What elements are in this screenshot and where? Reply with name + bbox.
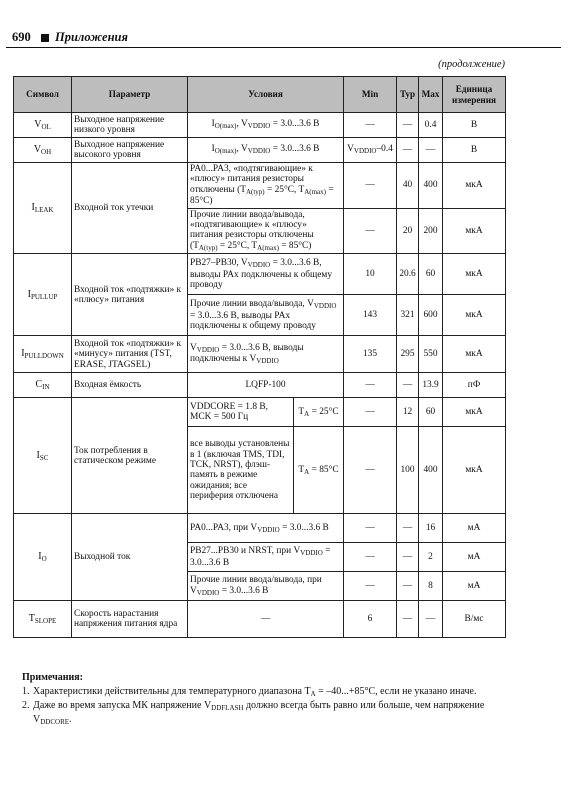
note-item	[22, 699, 512, 728]
typ-cell: —	[397, 572, 419, 601]
symbol-cell: $V_{OL}$	[14, 113, 72, 138]
max-cell: 8	[419, 572, 443, 601]
header-parameter: Параметр	[72, 77, 188, 113]
temperature-cell: $T_A = 85^\circ C$	[294, 427, 344, 514]
table-row	[14, 373, 506, 398]
min-cell: —	[344, 208, 397, 254]
unit-cell: мА	[443, 572, 506, 601]
square-bullet-icon	[41, 34, 49, 42]
typ-cell: —	[397, 138, 419, 163]
typ-cell: 100	[397, 427, 419, 514]
notes-section	[22, 671, 512, 728]
max-cell: 16	[419, 514, 443, 543]
table-row	[14, 163, 506, 209]
symbol-cell: $I_O$	[14, 514, 72, 601]
conditions-cell: LQFP-100	[188, 373, 344, 398]
spec-table	[13, 76, 506, 638]
table-row	[14, 138, 506, 163]
table-row	[14, 336, 506, 373]
min-cell: 143	[344, 295, 397, 336]
parameter-cell: Входная ёмкость	[72, 373, 188, 398]
min-cell: —	[344, 163, 397, 209]
unit-cell: мкА	[443, 295, 506, 336]
conditions-cell: Прочие линии ввода/вывода, «подтягивающие» к «плюсу» питания резисторы отключены ($T_{A(typ)} = 25^\circ C$, $T_{A(max)} = 85^\circ C$)	[188, 208, 344, 254]
table-row	[14, 601, 506, 638]
parameter-cell: Скорость нарастания напряжения питания ядра	[72, 601, 188, 638]
header-conditions: Условия	[188, 77, 344, 113]
header-max: Max	[419, 77, 443, 113]
max-cell: 13.9	[419, 373, 443, 398]
symbol-cell: $T_{SLOPE}$	[14, 601, 72, 638]
table-row	[14, 514, 506, 543]
parameter-cell: Выходное напряжение высокого уровня	[72, 138, 188, 163]
parameter-cell: Выходной ток	[72, 514, 188, 601]
table-row	[14, 254, 506, 295]
typ-cell: —	[397, 543, 419, 572]
min-cell: 10	[344, 254, 397, 295]
page-number: 690	[12, 30, 31, 44]
page-header	[6, 30, 561, 46]
max-cell: 2	[419, 543, 443, 572]
conditions-cell: PA0...PA3, «подтягивающие» к «плюсу» питания резисторы отключены ($T_{A(typ)} = 25^\circ C$, $T_{A(max)} = 85^\circ C$)	[188, 163, 344, 209]
unit-cell: мкА	[443, 208, 506, 254]
unit-cell: мА	[443, 514, 506, 543]
typ-cell: —	[397, 601, 419, 638]
conditions-cell: $I_{O(max)}$, $V_{VDDIO} = 3.0...3.6$ В	[188, 113, 344, 138]
header-unit: Единица измерения	[443, 77, 506, 113]
conditions-cell: PB27–PB30, $V_{VDDIO} = 3.0...3.6$ В, выводы PAx подключены к общему проводу	[188, 254, 344, 295]
typ-cell: 12	[397, 398, 419, 427]
conditions-cell: PB27...PB30 и NRST, при $V_{VDDIO} = 3.0...3.6$ В	[188, 543, 344, 572]
note-number: 1.	[22, 685, 30, 697]
min-cell: —	[344, 572, 397, 601]
max-cell: 60	[419, 254, 443, 295]
max-cell: 60	[419, 398, 443, 427]
min-cell: —	[344, 113, 397, 138]
symbol-cell: $I_{PULLDOWN}$	[14, 336, 72, 373]
note-text: Даже во время запуска МК напряжение $V_{DDFLASH}$ должно всегда быть равно или больше, чем напряжение $V_{DDCORE}$.	[33, 699, 485, 727]
unit-cell: В	[443, 138, 506, 163]
symbol-cell: $I_{SC}$	[14, 398, 72, 514]
min-cell: —	[344, 514, 397, 543]
max-cell: 600	[419, 295, 443, 336]
max-cell: —	[419, 138, 443, 163]
max-cell: 550	[419, 336, 443, 373]
max-cell: 400	[419, 163, 443, 209]
max-cell: 400	[419, 427, 443, 514]
continuation-label: (продолжение)	[438, 59, 505, 70]
unit-cell: мА	[443, 543, 506, 572]
conditions-cell: все выводы установлены в 1 (включая TMS, TDI, TCK, NRST), флэш-память в режиме ожидания; все периферия отключена	[188, 427, 294, 514]
note-number: 2.	[22, 699, 30, 711]
typ-cell: —	[397, 514, 419, 543]
typ-cell: 295	[397, 336, 419, 373]
unit-cell: мкА	[443, 336, 506, 373]
conditions-cell: VDDCORE = 1.8 В, MCK = 500 Гц	[188, 398, 294, 427]
unit-cell: В/мс	[443, 601, 506, 638]
parameter-cell: Выходное напряжение низкого уровня	[72, 113, 188, 138]
header-typ: Typ	[397, 77, 419, 113]
table-header-row	[14, 77, 506, 113]
note-item	[22, 685, 512, 699]
symbol-cell: $V_{OH}$	[14, 138, 72, 163]
notes-title: Примечания:	[22, 672, 84, 683]
min-cell: —	[344, 373, 397, 398]
section-title: Приложения	[55, 30, 128, 44]
unit-cell: мкА	[443, 427, 506, 514]
symbol-cell: $I_{PULLUP}$	[14, 254, 72, 336]
symbol-cell: $I_{LEAK}$	[14, 163, 72, 254]
conditions-cell: Прочие линии ввода/вывода, $V_{VDDIO} = 3.0...3.6$ В, выводы PAx подключены к общему проводу	[188, 295, 344, 336]
typ-cell: 40	[397, 163, 419, 209]
conditions-cell: Прочие линии ввода/вывода, при $V_{VDDIO} = 3.0...3.6$ В	[188, 572, 344, 601]
min-cell: 135	[344, 336, 397, 373]
header-symbol: Символ	[14, 77, 72, 113]
min-cell: —	[344, 543, 397, 572]
parameter-cell: Входной ток утечки	[72, 163, 188, 254]
conditions-cell: —	[188, 601, 344, 638]
unit-cell: мкА	[443, 398, 506, 427]
typ-cell: 321	[397, 295, 419, 336]
max-cell: 200	[419, 208, 443, 254]
min-cell: —	[344, 427, 397, 514]
unit-cell: мкА	[443, 163, 506, 209]
conditions-cell: $I_{O(max)}$, $V_{VDDIO} = 3.0...3.6$ В	[188, 138, 344, 163]
min-cell: 6	[344, 601, 397, 638]
header-rule	[6, 47, 561, 48]
parameter-cell: Входной ток «подтяжки» к «минусу» питания (TST, ERASE, JTAGSEL)	[72, 336, 188, 373]
max-cell: 0.4	[419, 113, 443, 138]
symbol-cell: $C_{IN}$	[14, 373, 72, 398]
typ-cell: 20	[397, 208, 419, 254]
typ-cell: —	[397, 113, 419, 138]
min-cell: $V_{VDDIO}-0.4$	[344, 138, 397, 163]
table-row	[14, 398, 506, 427]
typ-cell: 20.6	[397, 254, 419, 295]
conditions-cell: PA0...PA3, при $V_{VDDIO} = 3.0...3.6$ В	[188, 514, 344, 543]
parameter-cell: Входной ток «подтяжки» к «плюсу» питания	[72, 254, 188, 336]
note-text: Характеристики действительны для температурного диапазона $T_A = -40...+85^\circ C$, если не указано иначе.	[33, 685, 477, 698]
unit-cell: В	[443, 113, 506, 138]
unit-cell: пФ	[443, 373, 506, 398]
temperature-cell: $T_A = 25^\circ C$	[294, 398, 344, 427]
typ-cell: —	[397, 373, 419, 398]
parameter-cell: Ток потребления в статическом режиме	[72, 398, 188, 514]
unit-cell: мкА	[443, 254, 506, 295]
min-cell: —	[344, 398, 397, 427]
conditions-cell: $V_{VDDIO} = 3.0...3.6$ В, выводы подключены к $V_{VDDIO}$	[188, 336, 344, 373]
header-min: Min	[344, 77, 397, 113]
table-row	[14, 113, 506, 138]
max-cell: —	[419, 601, 443, 638]
